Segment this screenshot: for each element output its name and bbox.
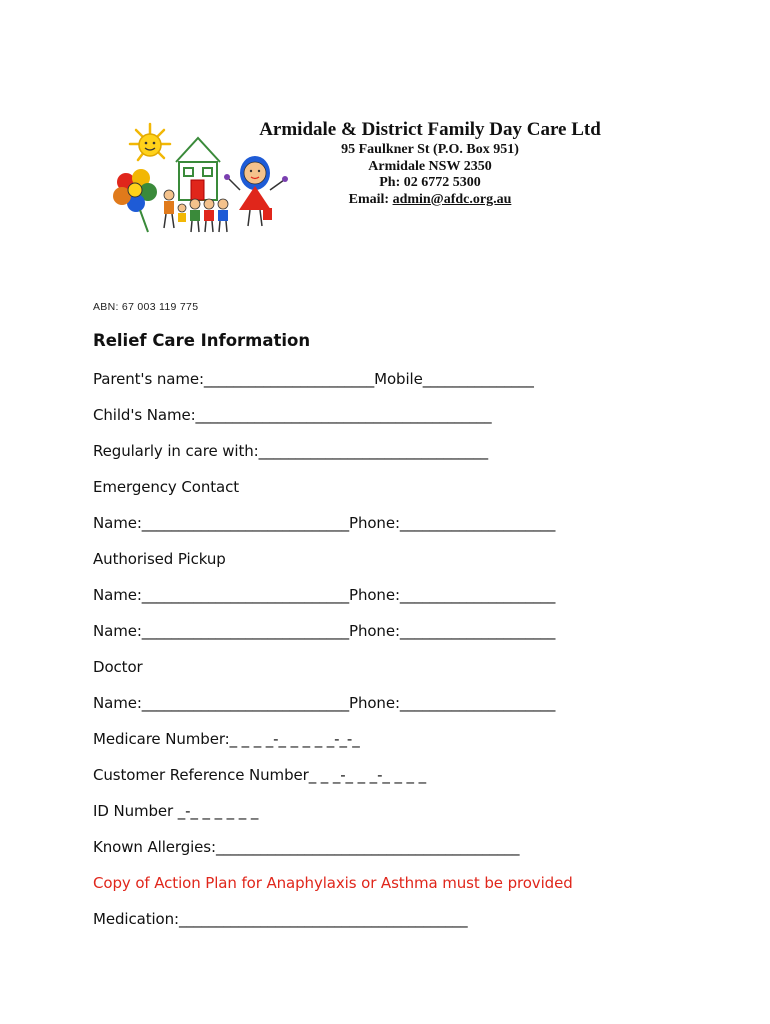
email-label: Email: — [348, 191, 393, 207]
email-link[interactable]: admin@afdc.org.au — [392, 191, 512, 207]
form-title: Relief Care Information — [93, 331, 311, 350]
address-line-2: Armidale NSW 2350 — [368, 158, 492, 174]
authorised-pickup-heading: Authorised Pickup — [93, 550, 226, 568]
id-number-field[interactable]: ID Number _-_ _ _ _ _ _ — [93, 802, 259, 820]
flower-icon — [113, 169, 157, 232]
pickup-1-name-phone-field[interactable]: Name:____________________________Phone:_____________________ — [93, 586, 556, 604]
customer-reference-number-field[interactable]: Customer Reference Number_ _ _-_ _ _-_ _ _ _ — [93, 766, 426, 784]
parent-name-mobile-field[interactable]: Parent's name:_______________________Mobile_______________ — [93, 370, 534, 388]
doctor-name-phone-field[interactable]: Name:____________________________Phone:_____________________ — [93, 694, 556, 712]
organisation-header — [190, 118, 670, 208]
phone-number: Ph: 02 6772 5300 — [379, 175, 481, 190]
emergency-contact-name-phone-field[interactable]: Name:____________________________Phone:_____________________ — [93, 514, 556, 532]
organisation-name: Armidale & District Family Day Care Ltd — [259, 119, 601, 140]
abn-number: ABN: 67 003 119 775 — [93, 301, 199, 313]
pickup-2-name-phone-field[interactable]: Name:____________________________Phone:_____________________ — [93, 622, 556, 640]
known-allergies-field[interactable]: Known Allergies:_________________________________________ — [93, 838, 520, 856]
email-line — [190, 192, 670, 209]
doctor-heading: Doctor — [93, 658, 143, 676]
emergency-contact-heading: Emergency Contact — [93, 478, 240, 496]
address-line-1: 95 Faulkner St (P.O. Box 951) — [341, 142, 519, 157]
medication-field[interactable]: Medication:_______________________________________ — [93, 910, 468, 928]
medicare-number-field[interactable]: Medicare Number:_ _ _ _-_ _ _ _ _-_-_ — [93, 730, 360, 748]
action-plan-warning: Copy of Action Plan for Anaphylaxis or Asthma must be provided — [93, 874, 573, 892]
child-name-field[interactable]: Child's Name:________________________________________ — [93, 406, 492, 424]
regular-carer-field[interactable]: Regularly in care with:_______________________________ — [93, 442, 489, 460]
sun-icon — [130, 124, 170, 160]
